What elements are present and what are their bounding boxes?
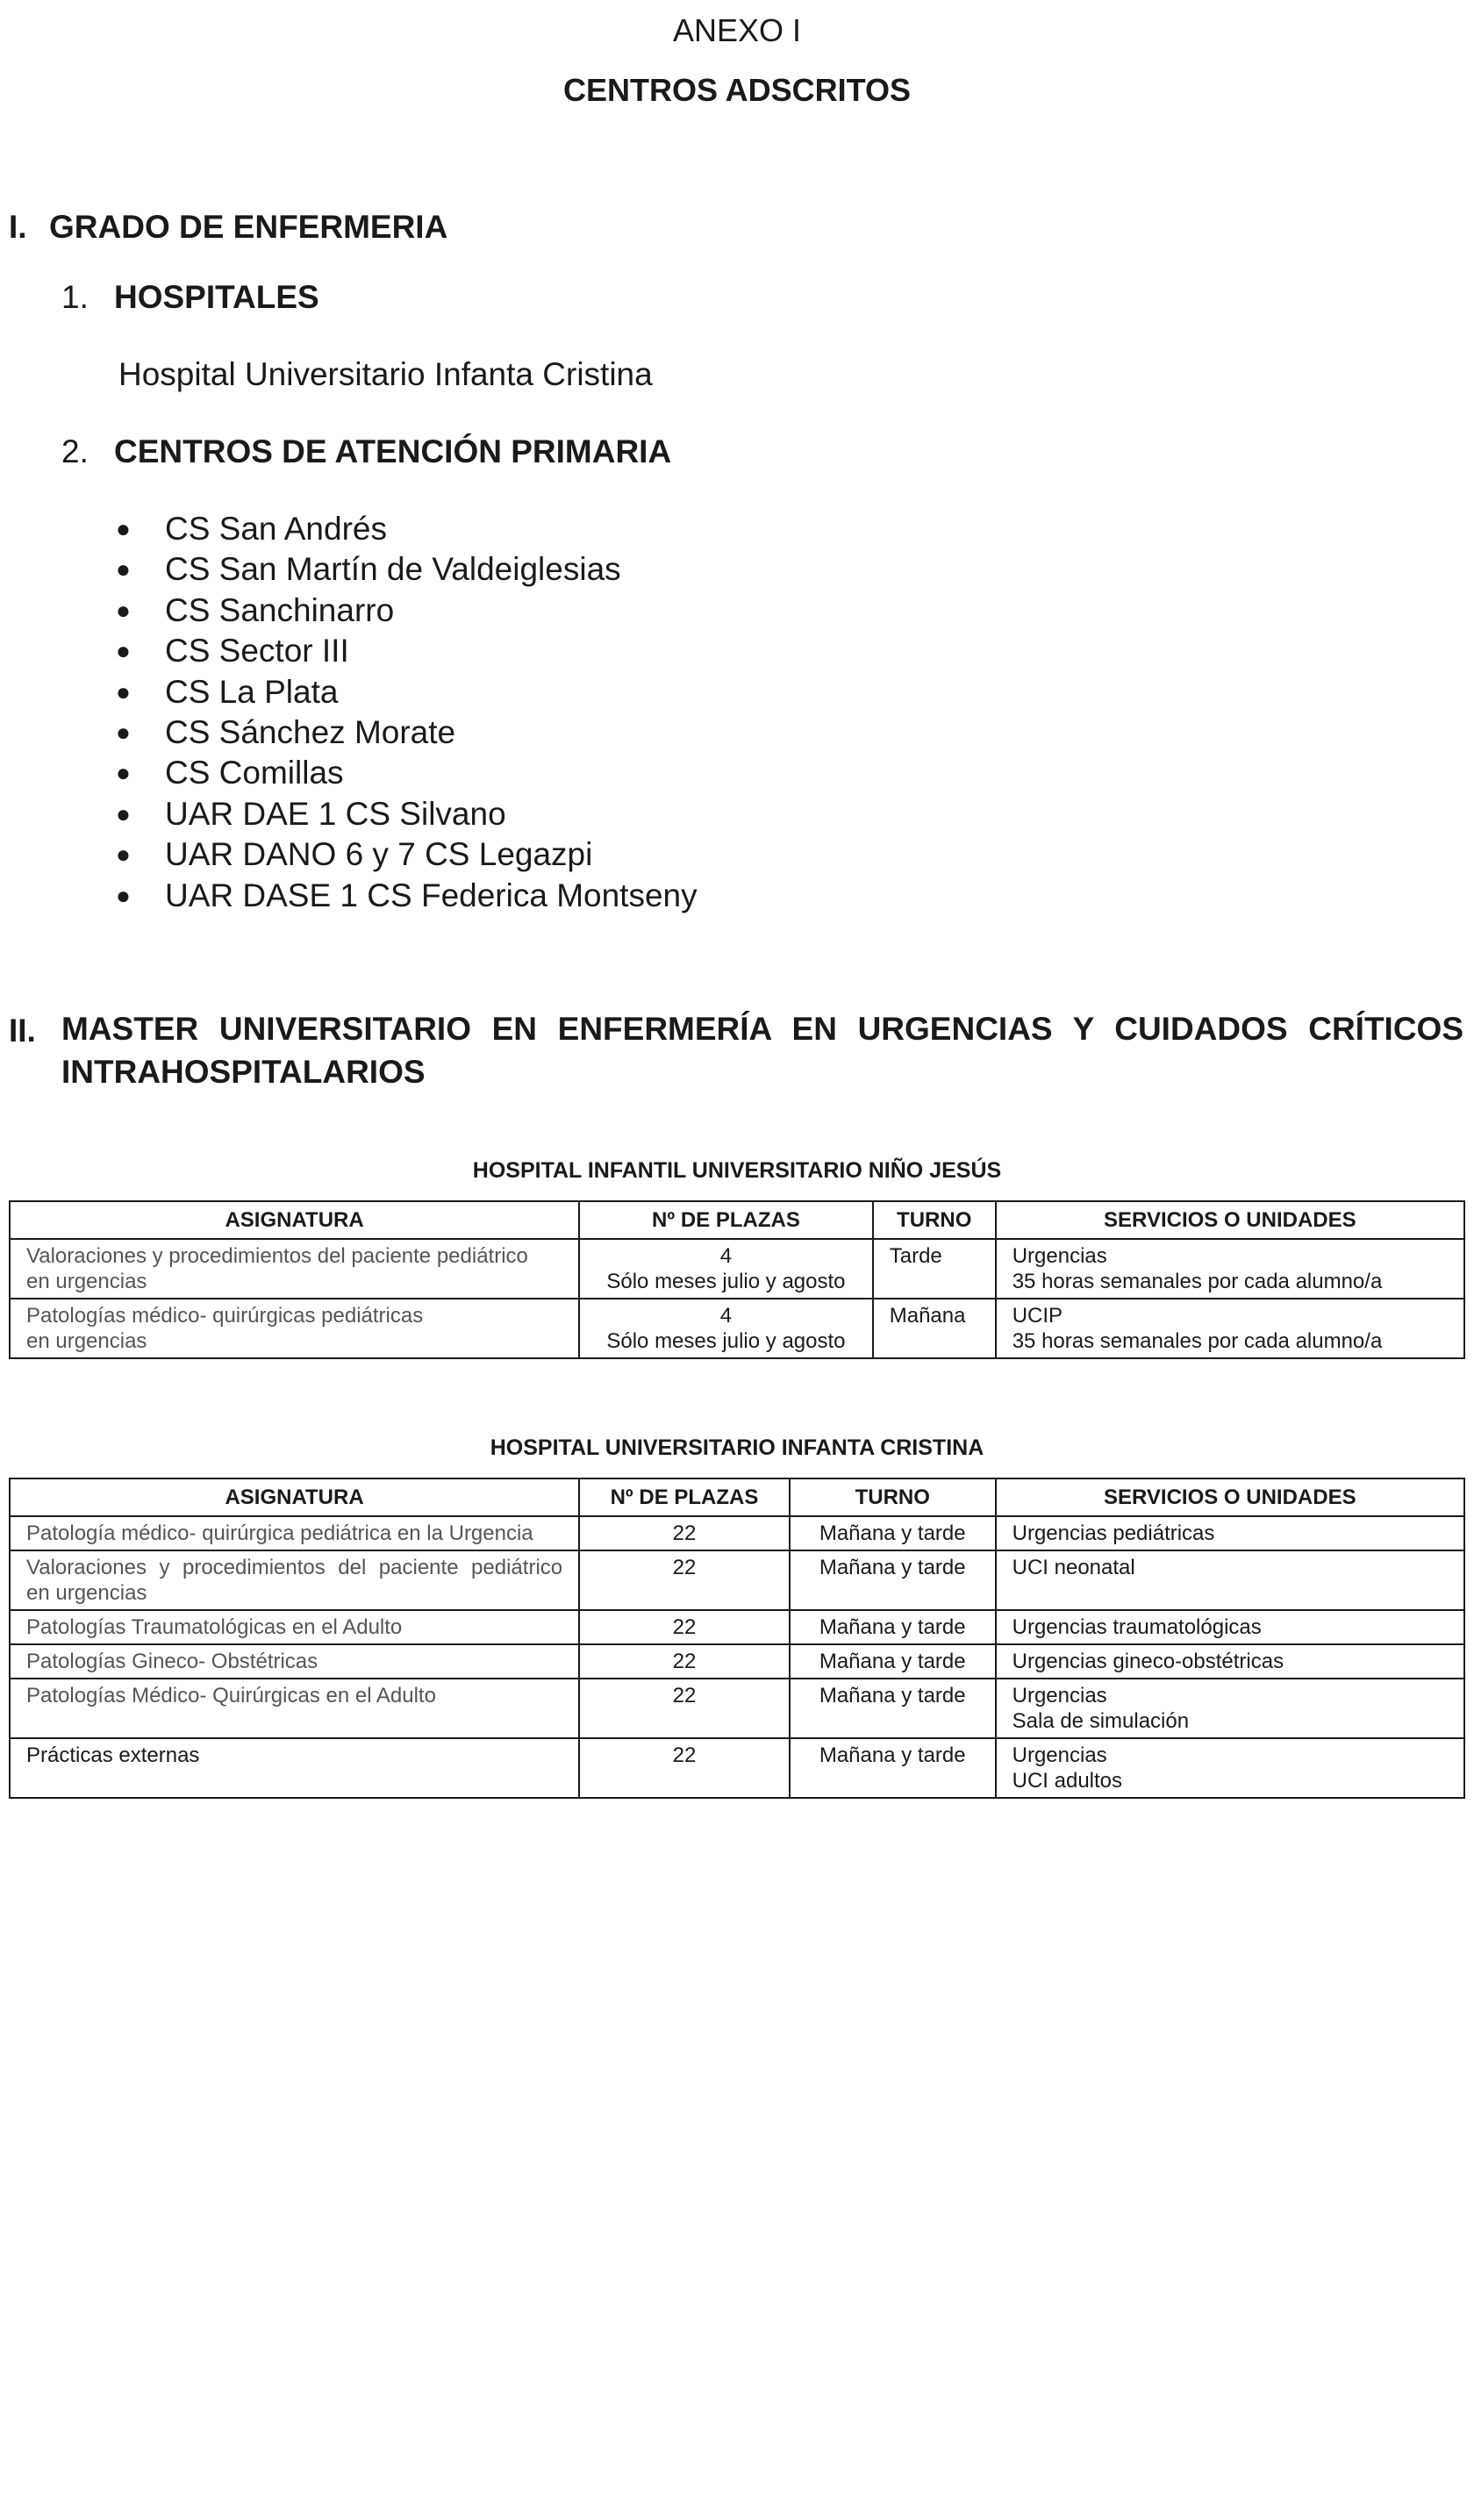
primary-care-title: CENTROS DE ATENCIÓN PRIMARIA xyxy=(114,433,672,469)
turno-cell: Tarde xyxy=(873,1239,996,1299)
servicios-cell: Urgencias UCI adultos xyxy=(996,1738,1464,1798)
column-header: Nº DE PLAZAS xyxy=(579,1478,790,1516)
asignatura-cell: Patologías Gineco- Obstétricas xyxy=(10,1644,579,1679)
bullet-icon: ● xyxy=(116,596,131,624)
turno-cell: Mañana y tarde xyxy=(790,1738,996,1798)
table1-title: HOSPITAL INFANTIL UNIVERSITARIO NIÑO JESÚS xyxy=(472,1158,1002,1183)
servicios-cell: Urgencias 35 horas semanales por cada alumno/a xyxy=(996,1239,1464,1299)
table-row xyxy=(10,1239,1464,1299)
servicios-cell: Urgencias traumatológicas xyxy=(996,1610,1464,1644)
column-header: ASIGNATURA xyxy=(10,1201,579,1239)
servicios-cell: Urgencias Sala de simulación xyxy=(996,1679,1464,1738)
hospitals-number: 1. xyxy=(61,279,89,315)
list-item: ● UAR DASE 1 CS Federica Montseny xyxy=(114,876,698,916)
list-item: ● UAR DAE 1 CS Silvano xyxy=(114,794,698,834)
bullet-icon: ● xyxy=(116,515,131,542)
plazas-cell: 22 xyxy=(579,1516,790,1550)
column-header: TURNO xyxy=(873,1201,996,1239)
section2-title-line1: MASTER UNIVERSITARIO EN ENFERMERÍA EN URGENCIAS Y CUIDADOS CRÍTICOS xyxy=(61,1011,1463,1047)
section1-title: GRADO DE ENFERMERIA xyxy=(49,209,448,245)
plazas-cell: 22 xyxy=(579,1644,790,1679)
bullet-icon: ● xyxy=(116,677,131,705)
table-row xyxy=(10,1610,1464,1644)
annex-label: ANEXO I xyxy=(672,12,802,48)
bullet-icon: ● xyxy=(116,881,131,909)
bullet-icon: ● xyxy=(116,759,131,787)
primary-care-number: 2. xyxy=(61,433,89,469)
hospital-item: Hospital Universitario Infanta Cristina xyxy=(118,356,653,392)
asignatura-cell: Patologías Traumatológicas en el Adulto xyxy=(10,1610,579,1644)
asignatura-cell: Valoraciones y procedimientos del paciente pediátrico en urgencias xyxy=(10,1550,579,1610)
list-item: ● CS Sanchinarro xyxy=(114,591,698,631)
table-row xyxy=(10,1516,1464,1550)
list-item: ● UAR DANO 6 y 7 CS Legazpi xyxy=(114,834,698,875)
column-header: Nº DE PLAZAS xyxy=(579,1201,873,1239)
column-header: SERVICIOS O UNIDADES xyxy=(996,1201,1464,1239)
column-header: ASIGNATURA xyxy=(10,1478,579,1516)
hospitals-title: HOSPITALES xyxy=(114,279,319,315)
list-item: ● CS Sánchez Morate xyxy=(114,712,698,753)
turno-cell: Mañana xyxy=(873,1299,996,1358)
plazas-cell: 4 Sólo meses julio y agosto xyxy=(579,1239,873,1299)
list-item: ● CS San Martín de Valdeiglesias xyxy=(114,549,698,590)
column-header: TURNO xyxy=(790,1478,996,1516)
page-title: CENTROS ADSCRITOS xyxy=(562,72,912,108)
plazas-cell: 22 xyxy=(579,1679,790,1738)
table-header-row xyxy=(10,1478,1464,1516)
servicios-cell: UCIP 35 horas semanales por cada alumno/a xyxy=(996,1299,1464,1358)
turno-cell: Mañana y tarde xyxy=(790,1610,996,1644)
section2-number: II. xyxy=(9,1013,36,1049)
primary-care-list xyxy=(114,509,698,916)
plazas-cell: 22 xyxy=(579,1738,790,1798)
plazas-cell: 4 Sólo meses julio y agosto xyxy=(579,1299,873,1358)
table-row xyxy=(10,1679,1464,1738)
section2-title-line2: INTRAHOSPITALARIOS xyxy=(61,1054,426,1090)
table-row xyxy=(10,1550,1464,1610)
table-nino-jesus xyxy=(9,1200,1465,1359)
asignatura-cell: Patologías médico- quirúrgicas pediátricas en urgencias xyxy=(10,1299,579,1358)
asignatura-cell: Patología médico- quirúrgica pediátrica en la Urgencia xyxy=(10,1516,579,1550)
servicios-cell: Urgencias pediátricas xyxy=(996,1516,1464,1550)
list-item: ● CS Sector III xyxy=(114,631,698,671)
turno-cell: Mañana y tarde xyxy=(790,1679,996,1738)
table-row xyxy=(10,1299,1464,1358)
table-header-row xyxy=(10,1201,1464,1239)
bullet-icon: ● xyxy=(116,841,131,869)
asignatura-cell: Valoraciones y procedimientos del paciente pediátrico en urgencias xyxy=(10,1239,579,1299)
servicios-cell: Urgencias gineco-obstétricas xyxy=(996,1644,1464,1679)
table-row xyxy=(10,1738,1464,1798)
turno-cell: Mañana y tarde xyxy=(790,1644,996,1679)
servicios-cell: UCI neonatal xyxy=(996,1550,1464,1610)
table2-title: HOSPITAL UNIVERSITARIO INFANTA CRISTINA xyxy=(490,1435,984,1460)
section1-number: I. xyxy=(9,209,27,245)
bullet-icon: ● xyxy=(116,637,131,665)
list-item: ● CS Comillas xyxy=(114,753,698,793)
turno-cell: Mañana y tarde xyxy=(790,1550,996,1610)
bullet-icon: ● xyxy=(116,555,131,583)
section2-title xyxy=(61,1007,1463,1093)
plazas-cell: 22 xyxy=(579,1550,790,1610)
asignatura-cell: Prácticas externas xyxy=(10,1738,579,1798)
bullet-icon: ● xyxy=(116,718,131,746)
column-header: SERVICIOS O UNIDADES xyxy=(996,1478,1464,1516)
table-row xyxy=(10,1644,1464,1679)
plazas-cell: 22 xyxy=(579,1610,790,1644)
list-item: ● CS La Plata xyxy=(114,672,698,712)
bullet-icon: ● xyxy=(116,799,131,827)
list-item: ● CS San Andrés xyxy=(114,509,698,549)
turno-cell: Mañana y tarde xyxy=(790,1516,996,1550)
table-infanta-cristina xyxy=(9,1478,1465,1799)
asignatura-cell: Patologías Médico- Quirúrgicas en el Adulto xyxy=(10,1679,579,1738)
